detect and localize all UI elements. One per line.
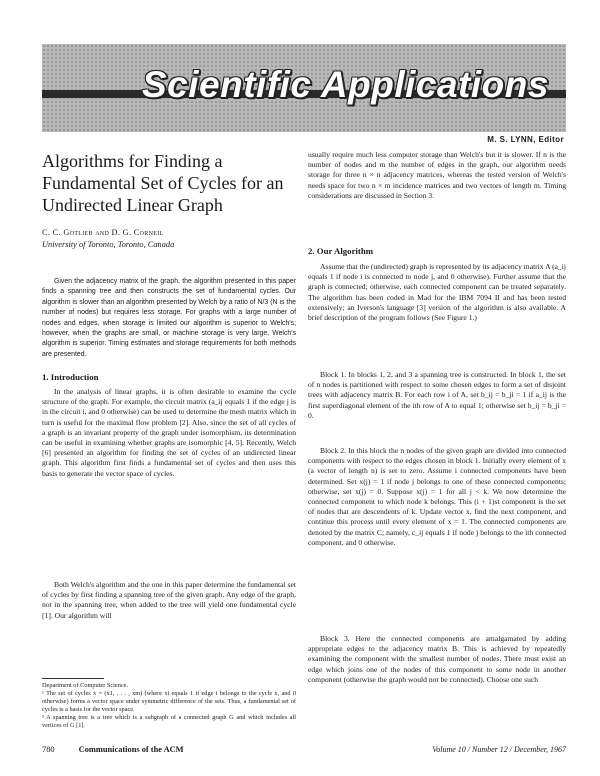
right-paragraph-1: usually require much less computer storage than Welch's but it is slower. If n is the number of nodes and m the number of edges in the graph, our algorithm needs storage for three n × n adjacency matrices, whereas the tested version of Welch's needs space for two n × m incidence matrices and two vectors of length m. Timing considerations are discussed in Section 3. [308,150,566,200]
footer-left [42,745,184,754]
block-3-paragraph: Block 3. Here the connected components are amalgamated by adding appropriate edges to the adjacency matrix B. This is achieved by repeatedly examining the component with the smallest number of nodes. There must exist an edge which joins one of the nodes of this component to some node in another component (otherwise the graph would not be connected). Choose one such [308,634,566,684]
section-banner [42,44,566,132]
intro-paragraph-2: Both Welch's algorithm and the one in this paper determine the fundamental set of cycles by first finding a spanning tree of the given graph. Any edge of the graph, not in the spanning tree, when added to the tree will yield one fundamental cycle [1]. Our algorithm will [42,580,296,620]
journal-name: Communications of the ACM [78,745,184,754]
footnote-1: ¹ The set of cycles x = (x1, . . . , xm) (where xi equals 1 if edge i belongs to the cycle x, and 0 otherwise) forms a vector space under symmetric difference of the sets. Thus, a fundamental set of cycles is a basis for the vector space. [42,690,296,714]
algorithm-paragraph: Assume that the (undirected) graph is represented by its adjacency matrix A (a_ij equals 1 if node i is connected to node j, and 0 otherwise). Further assume that the graph is connected; otherwise, each connected component can be treated separately. The algorithm has been coded in Mad for the IBM 7094 II and has been tested extensively; an Iverson's language [3] version of the algorithm is also available. A brief description of the program follows (See Figure 1.) [308,262,566,323]
authors: C. C. Gotlieb and D. G. Corneil [42,228,164,237]
footnote-department: Department of Computer Science. [42,682,129,689]
section-title: Scientific Applications [142,64,549,105]
intro-paragraph-1: In the analysis of linear graphs, it is often desirable to examine the cycle structure of the graph. For example, the circuit matrix (a_ij equals 1 if the edge j is in the circuit i, and 0 otherwise) can be used to determine the mesh matrix which in turn is useful for the maximal flow problem [2]. Also, since the set of all cycles of a graph is an invariant property of the graph under isomorphism, its determination can be useful in examining whether graphs are isomorphic [4, 5]. Recently, Welch [6] presented an algorithm for finding the set of cycles of an undirected linear graph. This algorithm first finds a fundamental set of cycles and then uses this basis to generate the vector space of cycles. [42,387,296,478]
issue-info: Volume 10 / Number 12 / December, 1967 [432,745,566,754]
intro-heading: 1. Introduction [42,372,99,382]
block-1-paragraph: Block 1. In blocks 1, 2, and 3 a spanning tree is constructed. In block 1, the set of n nodes is partitioned with respect to some chosen edges to form a set of disjoint trees with adjacency matrix B. For each row i of A, set b_ij = b_ji = 1 if a_ij is the first superdiagonal element of the ith row of A to equal 1; otherwise set b_ij = b_ji = 0. [308,370,566,420]
page-number: 780 [42,745,55,754]
footnote-rule [42,678,104,679]
abstract: Given the adjacency matrix of the graph, the algorithm presented in this paper finds a spanning tree and then constructs the set of fundamental cycles. Our algorithm is slower than an algorithm presented by Welch by a ratio of N/3 (N is the number of nodes) but requires less storage. For graphs with a large number of nodes and edges, when storage is limited our algorithm is superior to Welch's; however, when the graphs are small, or machine storage is very large, Welch's algorithm is superior. Timing estimates and storage requirements for both methods are presented. [42,278,296,358]
editor-credit: M. S. LYNN, Editor [487,135,564,144]
block-2-paragraph: Block 2. In this block the n nodes of the given graph are divided into connected components with respect to the edges chosen in block 1. Initially every element of x (a vector of length n) is set to zero. Assume i connected components have been determined. Set x(j) = 1 if node j belongs to one of these connected components; otherwise, set x(j) = 0. Suppose x(j) = 1 for all j < k. We now determine the connected component to which node k belongs. This (i + 1)st component is the set of nodes that are descendents of k. Update vector x, find the next component, and continue this process until every element of x = 1. The connected components are denoted by the matrix C; namely, c_ij equals 1 if node j belongs to the ith connected component, and 0 otherwise. [308,446,566,547]
affiliation: University of Toronto, Toronto, Canada [42,240,175,249]
footnote-2: ² A spanning tree is a tree which is a subgraph of a connected graph G and which includes all vertices of G [1]. [42,714,296,730]
footnotes [42,682,296,731]
algorithm-heading: 2. Our Algorithm [308,246,374,256]
article-title: Algorithms for Finding a Fundamental Set of Cycles for an Undirected Linear Graph [42,151,284,215]
